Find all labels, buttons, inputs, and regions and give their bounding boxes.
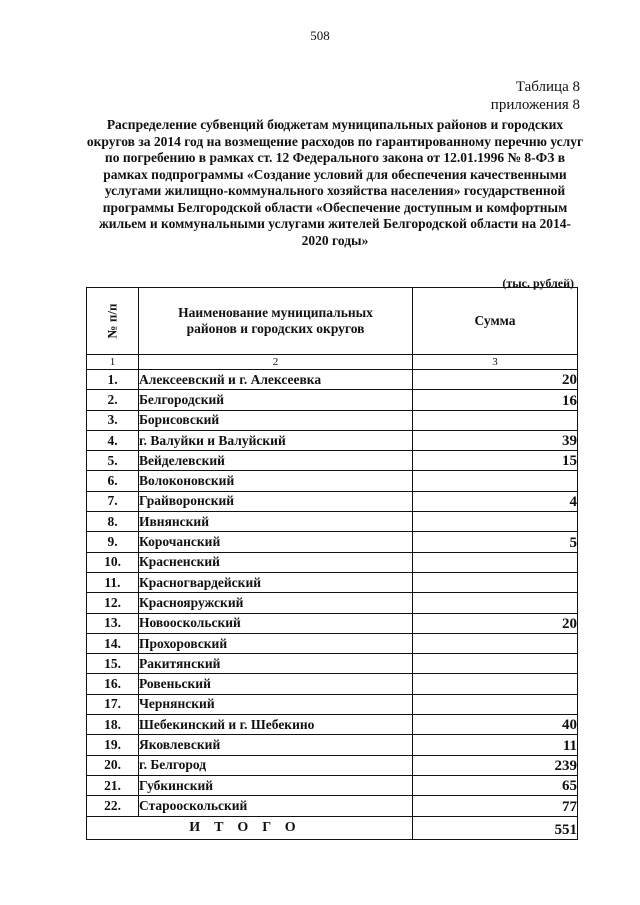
page-number: 508 xyxy=(310,28,330,43)
column-index-row xyxy=(87,355,578,370)
row-number: 21. xyxy=(87,775,139,795)
row-sum xyxy=(413,674,578,694)
row-sum: 4 xyxy=(413,491,578,511)
row-number: 1. xyxy=(87,370,139,390)
row-number: 19. xyxy=(87,735,139,755)
row-sum: 77 xyxy=(413,796,578,816)
row-number: 5. xyxy=(87,451,139,471)
row-name: г. Валуйки и Валуйский xyxy=(139,430,413,450)
row-name: Корочанский xyxy=(139,532,413,552)
table-row xyxy=(87,593,578,613)
row-name: Ракитянский xyxy=(139,654,413,674)
row-number: 17. xyxy=(87,694,139,714)
row-name: Губкинский xyxy=(139,775,413,795)
table-row xyxy=(87,410,578,430)
row-name: Ивнянский xyxy=(139,512,413,532)
total-sum: 551 xyxy=(413,816,578,839)
row-sum xyxy=(413,572,578,592)
row-name: Грайворонский xyxy=(139,491,413,511)
row-number: 15. xyxy=(87,654,139,674)
table-row xyxy=(87,430,578,450)
table-row xyxy=(87,491,578,511)
table-row xyxy=(87,674,578,694)
table-header-row xyxy=(87,288,578,355)
header-sum: Сумма xyxy=(413,288,578,355)
header-name: Наименование муниципальных районов и городских округов xyxy=(139,288,413,355)
row-sum: 40 xyxy=(413,715,578,735)
column-index: 3 xyxy=(413,355,578,370)
row-name: г. Белгород xyxy=(139,755,413,775)
subventions-table xyxy=(86,287,578,840)
row-name: Красногвардейский xyxy=(139,572,413,592)
table-row xyxy=(87,370,578,390)
row-sum: 15 xyxy=(413,451,578,471)
table-row xyxy=(87,796,578,816)
row-sum xyxy=(413,694,578,714)
table-row xyxy=(87,552,578,572)
table-row xyxy=(87,694,578,714)
row-sum xyxy=(413,552,578,572)
row-name: Красненский xyxy=(139,552,413,572)
total-row xyxy=(87,816,578,839)
row-number: 14. xyxy=(87,633,139,653)
table-row xyxy=(87,390,578,410)
row-sum: 5 xyxy=(413,532,578,552)
row-name: Чернянский xyxy=(139,694,413,714)
row-sum xyxy=(413,633,578,653)
table-row xyxy=(87,735,578,755)
row-sum: 11 xyxy=(413,735,578,755)
row-number: 6. xyxy=(87,471,139,491)
table-row xyxy=(87,633,578,653)
row-sum xyxy=(413,654,578,674)
table-reference xyxy=(491,78,580,114)
row-name: Борисовский xyxy=(139,410,413,430)
row-name: Новооскольский xyxy=(139,613,413,633)
row-name: Белгородский xyxy=(139,390,413,410)
total-label: ИТОГО xyxy=(87,816,413,839)
row-sum: 20 xyxy=(413,370,578,390)
table-row xyxy=(87,451,578,471)
header-number: № п/п xyxy=(87,288,139,355)
row-name: Волоконовский xyxy=(139,471,413,491)
row-name: Краснояружский xyxy=(139,593,413,613)
row-number: 10. xyxy=(87,552,139,572)
row-name: Ровеньский xyxy=(139,674,413,694)
row-name: Шебекинский и г. Шебекино xyxy=(139,715,413,735)
table-row xyxy=(87,532,578,552)
row-name: Алексеевский и г. Алексеевка xyxy=(139,370,413,390)
table-row xyxy=(87,613,578,633)
row-number: 7. xyxy=(87,491,139,511)
units-label: (тыс. рублей) xyxy=(502,276,574,290)
table-row xyxy=(87,755,578,775)
row-name: Старооскольский xyxy=(139,796,413,816)
row-number: 3. xyxy=(87,410,139,430)
row-number: 18. xyxy=(87,715,139,735)
row-sum: 39 xyxy=(413,430,578,450)
row-sum: 239 xyxy=(413,755,578,775)
table-row xyxy=(87,715,578,735)
row-number: 16. xyxy=(87,674,139,694)
row-sum xyxy=(413,410,578,430)
document-title: Распределение субвенций бюджетам муниципальных районов и городских округов за 2014 год на возмещение расходов по гарантированному перечню услуг по погребению в рамках ст. 12 Федерального закона от 12.01.1996 № 8-ФЗ в рамках подпрограммы «Создание условий для обеспечения качественными услугами жилищно-коммунального хозяйства населения» государственной программы Белгородской области «Обеспечение доступным и комфортным жильем и коммунальными услугами жителей Белгородской области на 2014-2020 годы» xyxy=(86,117,584,248)
table-row xyxy=(87,471,578,491)
row-number: 11. xyxy=(87,572,139,592)
row-number: 20. xyxy=(87,755,139,775)
row-number: 13. xyxy=(87,613,139,633)
row-sum: 65 xyxy=(413,775,578,795)
row-name: Яковлевский xyxy=(139,735,413,755)
row-number: 2. xyxy=(87,390,139,410)
row-sum: 16 xyxy=(413,390,578,410)
row-name: Вейделевский xyxy=(139,451,413,471)
row-number: 4. xyxy=(87,430,139,450)
table-row xyxy=(87,572,578,592)
row-name: Прохоровский xyxy=(139,633,413,653)
row-number: 12. xyxy=(87,593,139,613)
column-index: 2 xyxy=(139,355,413,370)
table-row xyxy=(87,775,578,795)
table-ref-line2: приложения 8 xyxy=(490,97,580,113)
row-number: 22. xyxy=(87,796,139,816)
table-row xyxy=(87,654,578,674)
row-sum: 20 xyxy=(413,613,578,633)
table-row xyxy=(87,512,578,532)
row-sum xyxy=(413,512,578,532)
row-number: 8. xyxy=(87,512,139,532)
column-index: 1 xyxy=(87,355,139,370)
row-number: 9. xyxy=(87,532,139,552)
row-sum xyxy=(413,471,578,491)
table-ref-line1: Таблица 8 xyxy=(515,79,580,95)
row-sum xyxy=(413,593,578,613)
